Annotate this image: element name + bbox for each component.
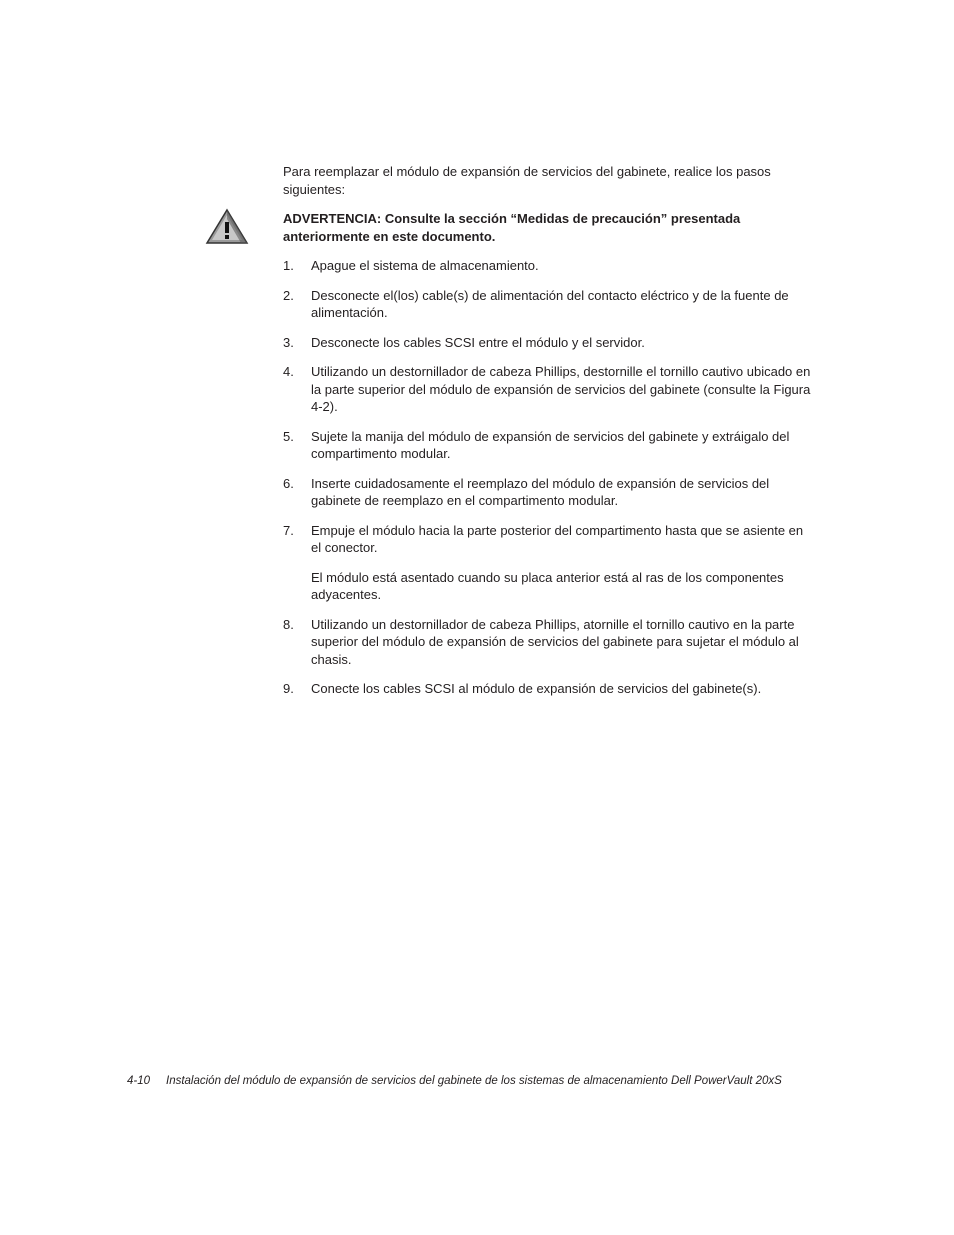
step-number: 1. — [283, 258, 294, 273]
step-number: 9. — [283, 681, 294, 696]
steps-list — [283, 257, 815, 698]
step-number: 3. — [283, 334, 294, 350]
page-number: 4-10 — [127, 1075, 151, 1087]
step-text: Utilizando un destornillador de cabeza Phillips, destornille el tornillo cautivo ubicado en la parte superior del módulo de expansión de servicios del gabinete (consulte la Figura 4-2). — [311, 364, 811, 414]
step-item — [283, 680, 815, 698]
warning-triangle-icon — [205, 208, 249, 246]
step-number: 2. — [283, 287, 294, 303]
footer-title: Instalación del módulo de expansión de servicios del gabinete de los sistemas de almacenamiento Dell PowerVault 20xS — [166, 1075, 782, 1087]
step-number: 8. — [283, 616, 294, 632]
step-text: Desconecte los cables SCSI entre el módulo y el servidor. — [311, 334, 645, 350]
step-item — [283, 616, 815, 669]
step-number: 5. — [283, 428, 294, 444]
step-text: Empuje el módulo hacia la parte posterior del compartimento hasta que se asiente en el conector. — [311, 522, 804, 555]
warning-block — [283, 210, 815, 245]
step-text: Desconecte el(los) cable(s) de alimentación del contacto eléctrico y de la fuente de alimentación. — [311, 287, 789, 320]
step-number: 6. — [283, 475, 294, 491]
step-item — [283, 475, 815, 510]
step-text: Sujete la manija del módulo de expansión de servicios del gabinete y extráigalo del compartimento modular. — [311, 428, 790, 461]
step-number: 7. — [283, 522, 294, 538]
step-item — [283, 428, 815, 463]
warning-text: ADVERTENCIA: Consulte la sección “Medidas de precaución” presentada anteriormente en este documento. — [283, 211, 741, 244]
intro-paragraph: Para reemplazar el módulo de expansión de servicios del gabinete, realice los pasos siguientes: — [283, 164, 771, 197]
step-item — [283, 334, 815, 352]
main-content — [283, 163, 815, 710]
step-text: Apague el sistema de almacenamiento. — [311, 258, 539, 273]
step-item — [283, 522, 815, 604]
step-item — [283, 287, 815, 322]
step-item — [283, 363, 815, 416]
step-number: 4. — [283, 364, 294, 379]
step-note: El módulo está asentado cuando su placa anterior está al ras de los componentes adyacentes. — [311, 569, 784, 602]
step-text: Conecte los cables SCSI al módulo de expansión de servicios del gabinete(s). — [311, 681, 762, 696]
step-text: Utilizando un destornillador de cabeza Phillips, atornille el tornillo cautivo en la parte superior del módulo de expansión de servicios del gabinete para sujetar el módulo al chasis. — [311, 616, 799, 667]
step-item — [283, 257, 815, 275]
page-footer — [127, 1075, 827, 1087]
step-text: Inserte cuidadosamente el reemplazo del módulo de expansión de servicios del gabinete de reemplazo en el compartimento modular. — [311, 475, 770, 508]
